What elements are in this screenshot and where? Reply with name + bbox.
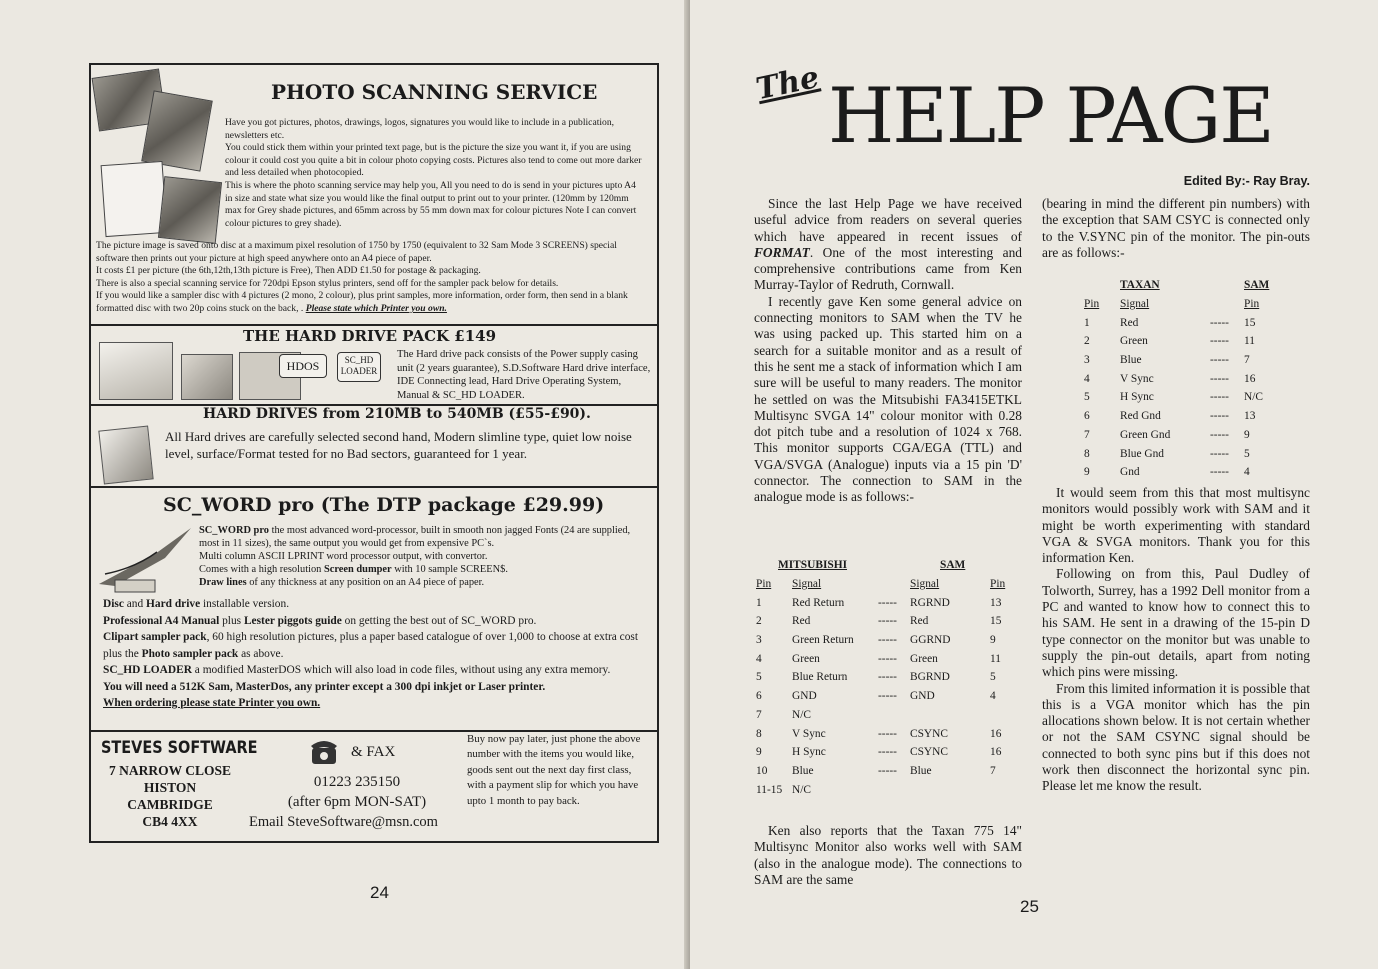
- mitsubishi-cell-sam-pin: [990, 706, 1022, 725]
- photo-para-1: Have you got pictures, photos, drawings, logos, signatures you would like to include in a publication, newsletters etc.: [225, 117, 615, 141]
- mitsubishi-cell-sam-pin: 7: [990, 764, 996, 777]
- mitsubishi-cell-dash: -----: [878, 652, 897, 665]
- taxan-cell-dash: -----: [1210, 316, 1229, 329]
- col1-para-1-end: . One of the most interesting and comprehensive contributions came from Ken Murray-Taylor of Redruth, Cornwall.: [754, 244, 1022, 293]
- taxan-cell-dash: -----: [1210, 354, 1229, 367]
- taxan-cell-signal: Blue: [1120, 354, 1142, 367]
- format-magazine-name: FORMAT: [754, 244, 810, 260]
- mitsubishi-cell-sam-signal: Blue: [910, 764, 932, 777]
- mitsubishi-cell-dash: -----: [878, 634, 897, 647]
- taxan-cell-pin: 8: [1084, 447, 1090, 460]
- table-row: [756, 631, 1022, 650]
- taxan-cell-signal: V Sync: [1120, 372, 1154, 385]
- right-page: [690, 0, 1378, 969]
- mitsubishi-cell-sam-pin: 16: [990, 727, 1002, 740]
- sc-word-line-3: Comes with a high resolution: [199, 564, 324, 575]
- col1-para-1: Since the last Help Page we have received useful advice from readers on several queries which have appeared in recent issues of: [754, 196, 1022, 244]
- mitsubishi-cell-pin: 10: [756, 764, 768, 777]
- sc-word-features: [103, 596, 649, 712]
- sam-signal-column-header: Signal: [910, 578, 940, 591]
- sc-word-line-5-mid: and: [123, 598, 147, 610]
- telephone-icon: [309, 736, 339, 766]
- taxan-cell-sam-pin: 15: [1244, 316, 1256, 329]
- mitsubishi-cell-sam-signal: CSYNC: [910, 727, 948, 740]
- phone-details: [247, 772, 467, 812]
- mitsubishi-cell-pin: 5: [756, 671, 762, 684]
- mitsubishi-cell-pin: 3: [756, 634, 762, 647]
- mitsubishi-cell-dash: [878, 780, 910, 799]
- quill-pen-icon: [95, 524, 195, 594]
- mitsubishi-cell-sam-pin: 15: [990, 615, 1002, 628]
- taxan-heading: TAXAN: [1120, 279, 1160, 292]
- mitsubishi-cell-signal: Green: [792, 652, 820, 665]
- col2-para-2: It would seem from this that most multisync monitors would possibly work with SAM and it might be worth experimenting with standard VGA & SVGA monitors. Thank you for this information Ken.: [1042, 485, 1310, 566]
- photo-scanning-intro: [225, 117, 645, 230]
- mitsubishi-cell-sam-signal: Red: [910, 615, 929, 628]
- photo-para-6: There is also a special scanning service for 720dpi Epson stylus printers, send off for the sampler pack below for details.: [96, 277, 559, 289]
- mitsubishi-cell-sam-signal: [910, 706, 990, 725]
- taxan-cell-pin: 7: [1084, 428, 1090, 441]
- mitsubishi-cell-dash: -----: [878, 746, 897, 759]
- mitsubishi-cell-sam-signal: CSYNC: [910, 746, 948, 759]
- mitsubishi-cell-sam-pin: 11: [990, 652, 1001, 665]
- table-row: [1084, 388, 1304, 407]
- taxan-cell-signal: Green: [1120, 335, 1148, 348]
- mitsubishi-cell-sam-signal: GGRND: [910, 634, 951, 647]
- hard-drive-pack-title: THE HARD DRIVE PACK £149: [243, 327, 497, 345]
- sc-word-intro: [199, 524, 651, 589]
- photo-scanning-title: PHOTO SCANNING SERVICE: [271, 80, 598, 104]
- disc-label: Disc: [103, 598, 124, 610]
- article-column-2-end: [1042, 485, 1310, 795]
- mitsubishi-cell-pin: 6: [756, 690, 762, 703]
- mitsubishi-cell-dash: [878, 706, 910, 725]
- schd-disc-label: SC_HD LOADER: [337, 352, 381, 382]
- sc-word-line-4: of any thickness at any position on an A4 piece of paper.: [246, 577, 485, 588]
- drive-casing-image: [99, 342, 173, 400]
- table-row: [756, 743, 1022, 762]
- scanned-photo-image: [158, 176, 222, 244]
- hard-drives-title: HARD DRIVES from 210MB to 540MB (£55-£90).: [203, 406, 591, 422]
- address-line-1: 7 NARROW CLOSE: [108, 763, 232, 778]
- mitsubishi-cell-signal: N/C: [792, 783, 811, 796]
- taxan-cell-sam-pin: 16: [1244, 372, 1256, 385]
- mitsubishi-cell-signal: Blue: [792, 764, 814, 777]
- mitsubishi-cell-signal: Red: [792, 615, 811, 628]
- requirements-text: You will need a 512K Sam, MasterDos, any printer except a 300 dpi inkjet or Laser printer.: [103, 680, 546, 693]
- taxan-cell-sam-pin: 13: [1244, 410, 1256, 423]
- mitsubishi-pin-table: [756, 556, 1022, 799]
- hard-drive-label: Hard drive: [146, 598, 201, 610]
- mitsubishi-cell-sam-pin: 9: [990, 634, 996, 647]
- mitsubishi-cell-signal: N/C: [792, 708, 811, 721]
- mitsubishi-cell-dash: -----: [878, 596, 897, 609]
- mitsubishi-cell-sam-pin: 16: [990, 746, 1002, 759]
- email-address: Email SteveSoftware@msn.com: [249, 814, 438, 830]
- table-row: [1084, 407, 1304, 426]
- taxan-cell-dash: -----: [1210, 447, 1229, 460]
- photo-para-7: If you would like a sampler disc with 4 pictures (2 mono, 2 colour), plus print samples, more information, order form, then send in a blank formatted disc with two 20p coins stuck on the back, .: [96, 290, 628, 314]
- mitsubishi-heading: MITSUBISHI: [778, 559, 848, 572]
- pin-column-header: Pin: [756, 578, 772, 591]
- col2-para-3: Following on from this, Paul Dudley of Tolworth, Surrey, has a 1992 Dell monitor from a PC and wanted to know how to connect this to his SAM. He sent in a drawing of the 15-pin D type connector on the monitor but was unable to supply the pin-out details, apart from noting which pins were missing.: [1042, 566, 1310, 680]
- company-name: STEVES SOFTWARE: [101, 738, 258, 758]
- mitsubishi-cell-pin: 7: [756, 708, 762, 721]
- taxan-cell-dash: -----: [1210, 466, 1229, 479]
- taxan-cell-dash: -----: [1210, 335, 1229, 348]
- table-row: [1084, 332, 1304, 351]
- photo-scanning-section: [91, 65, 657, 326]
- taxan-cell-sam-pin: 5: [1244, 447, 1250, 460]
- taxan-signal-column-header: Signal: [1120, 298, 1150, 311]
- mitsubishi-cell-sam-pin: 4: [990, 690, 996, 703]
- phone-number: 01223 235150: [313, 774, 401, 790]
- photo-para-7-emphasis: Please state which Printer you own.: [305, 302, 447, 314]
- hard-drive-image: [98, 426, 153, 485]
- table-row: [756, 762, 1022, 781]
- col1-para-3: Ken also reports that the Taxan 775 14" Multisync Monitor also works well with SAM (also in the analogue mode). The connections to SAM are the same: [754, 823, 1022, 887]
- article-column-1-end: [754, 823, 1022, 888]
- mitsubishi-cell-sam-pin: 13: [990, 596, 1002, 609]
- signal-column-header: Signal: [792, 578, 822, 591]
- table-row: [1084, 313, 1304, 332]
- taxan-cell-dash: -----: [1210, 410, 1229, 423]
- taxan-cell-pin: 3: [1084, 354, 1090, 367]
- hard-drives-section: [91, 404, 657, 488]
- table-row: [756, 780, 1022, 799]
- manual-label: Professional A4 Manual: [103, 614, 220, 627]
- sc-word-line-5: installable version.: [200, 598, 290, 610]
- sc-word-line-7-end: as above.: [238, 647, 284, 660]
- taxan-cell-pin: 2: [1084, 335, 1090, 348]
- sc-word-line-6-mid: plus: [219, 614, 244, 627]
- advert-box: [89, 63, 659, 843]
- taxan-sam-pin-column-header: Pin: [1244, 298, 1260, 311]
- taxan-cell-pin: 4: [1084, 372, 1090, 385]
- interface-board-image: [181, 354, 233, 400]
- ordering-note: When ordering please state Printer you own.: [103, 697, 321, 709]
- hard-drive-pack-text: The Hard drive pack consists of the Power supply casing unit (2 years guarantee), S.D.Software Hard drive interface, IDE Connecting lead, Hard Drive Operating System, Manual & SC_HD LOADER.: [397, 349, 651, 401]
- photo-sampler-label: Photo sampler pack: [141, 647, 239, 660]
- taxan-cell-signal: Gnd: [1120, 466, 1140, 479]
- sc-word-title: SC_WORD pro (The DTP package £29.99): [163, 494, 605, 516]
- fax-label: & FAX: [351, 744, 396, 760]
- mitsubishi-cell-sam-signal: BGRND: [910, 671, 950, 684]
- mitsubishi-cell-sam-signal: [910, 780, 990, 799]
- piggots-guide-label: Lester piggots guide: [243, 614, 342, 627]
- table-row: [756, 724, 1022, 743]
- sc-word-line-6: on getting the best out of SC_WORD pro.: [341, 614, 537, 627]
- photo-scanning-details: [96, 240, 652, 316]
- col1-para-2: I recently gave Ken some general advice on connecting monitors to SAM when the TV he was using packed up. This started him on a search for a suitable monitor and as a result of this he sent me a stack of information which I am sure will be useful to many readers. The monitor he settled on was the Mitsubishi FA3415ETKL Multisync SVGA 14" colour monitor with 0.28 dot pitch tube and a resolution of 1024 x 768. This monitor supports CGA/EGA (TTL) and VGA/SVGA (Analogue) inputs via a 15 pin 'D' connector. The connection to SAM in the analogue mode is as follows:-: [754, 293, 1022, 505]
- sc-hd-loader-label: SC_HD LOADER: [103, 664, 192, 676]
- table-row: [756, 706, 1022, 725]
- page-number-24: 24: [370, 883, 389, 902]
- taxan-cell-sam-pin: 4: [1244, 466, 1250, 479]
- taxan-cell-signal: Red Gnd: [1120, 410, 1161, 423]
- taxan-cell-dash: -----: [1210, 391, 1229, 404]
- table-row: [1084, 463, 1304, 482]
- mitsubishi-cell-pin: 8: [756, 727, 762, 740]
- mitsubishi-cell-dash: -----: [878, 615, 897, 628]
- page-title: HELP PAGE: [828, 71, 1273, 160]
- sc-word-line-3-end: with 10 sample SCREEN$.: [391, 564, 508, 575]
- mitsubishi-cell-dash: -----: [878, 727, 897, 740]
- mitsubishi-cell-signal: GND: [792, 690, 817, 703]
- company-address: [95, 762, 245, 830]
- taxan-cell-pin: 1: [1084, 316, 1090, 329]
- address-line-2: HISTON: [143, 780, 197, 795]
- sc-word-line-8: a modified MasterDOS which will also load in code files, without using any extra memory.: [191, 664, 611, 676]
- taxan-cell-sam-pin: 11: [1244, 335, 1255, 348]
- contact-section: [91, 730, 657, 841]
- taxan-pin-table: [1084, 276, 1304, 482]
- col2-para-1: (bearing in mind the different pin numbers) with the exception that SAM CSYC is connected only to the V.SYNC pin of the monitor. The pin-outs are as follows:-: [1042, 196, 1310, 260]
- mitsubishi-cell-dash: -----: [878, 690, 897, 703]
- taxan-cell-dash: -----: [1210, 428, 1229, 441]
- mitsubishi-cell-signal: Blue Return: [792, 671, 848, 684]
- mitsubishi-cell-signal: H Sync: [792, 746, 826, 759]
- page-number-25: 25: [1020, 897, 1039, 916]
- table-row: [756, 687, 1022, 706]
- mitsubishi-cell-sam-signal: Green: [910, 652, 938, 665]
- table-row: [1084, 351, 1304, 370]
- taxan-cell-pin: 5: [1084, 391, 1090, 404]
- address-line-3: CAMBRIDGE: [127, 797, 213, 812]
- table-row: [1084, 369, 1304, 388]
- taxan-sam-heading: SAM: [1244, 279, 1270, 292]
- scanned-photo-image: [101, 161, 168, 237]
- clipart-label: Clipart sampler pack: [103, 631, 207, 643]
- table-row: [1084, 426, 1304, 445]
- sam-heading: SAM: [940, 559, 966, 572]
- sc-word-line-2: Multi column ASCII LPRINT word processor output, with convertor.: [199, 551, 488, 562]
- mitsubishi-cell-sam-signal: RGRND: [910, 596, 950, 609]
- title-the: The: [753, 59, 823, 108]
- mitsubishi-cell-signal: Green Return: [792, 634, 854, 647]
- sc-word-name: SC_WORD pro: [199, 525, 269, 536]
- col2-para-4: From this limited information it is possible that this is a VGA monitor which has the pin allocations shown below. It is not certain whether or not the SAM CSYNC signal should be connected to both sync pins but if this does not work then disconnect the horizontal sync pin. Please let me know the result.: [1042, 680, 1310, 794]
- sam-pin-column-header: Pin: [990, 578, 1006, 591]
- taxan-cell-signal: Green Gnd: [1120, 428, 1171, 441]
- mitsubishi-cell-pin: 9: [756, 746, 762, 759]
- table-row: [1084, 444, 1304, 463]
- sc-word-section: [91, 486, 657, 732]
- taxan-cell-signal: H Sync: [1120, 391, 1154, 404]
- mitsubishi-cell-pin: 2: [756, 615, 762, 628]
- taxan-cell-dash: -----: [1210, 372, 1229, 385]
- article-column-1: [754, 196, 1022, 506]
- mitsubishi-cell-pin: 4: [756, 652, 762, 665]
- table-row: [756, 593, 1022, 612]
- hard-drive-pack-section: [91, 324, 657, 406]
- screen-dumper-label: Screen dumper: [323, 564, 392, 575]
- taxan-cell-signal: Blue Gnd: [1120, 447, 1164, 460]
- sc-word-line-7: , 60 high resolution pictures, plus a paper based catalogue of over 1,000 to choose at extra cost plus the: [103, 631, 639, 660]
- editor-credit: Edited By:- Ray Bray.: [1183, 174, 1310, 188]
- mitsubishi-cell-signal: Red Return: [792, 596, 845, 609]
- table-row: [756, 649, 1022, 668]
- photo-para-2: You could stick them within your printed text page, but is the picture the size you want it, if you are using colour it could cost you quite a bit in colour photo copying costs. Pictures also tend to come out more darker and less detailed when photocopied.: [225, 142, 642, 179]
- photo-para-4: The picture image is saved onto disc at a maximum pixel resolution of 1750 by 1750 (equivalent to 32 Sam Mode 3 SCREENS) special software then prints out your picture at high speed anywhere onto an A4 piece of paper.: [96, 240, 617, 264]
- table-row: [756, 612, 1022, 631]
- sc-word-line-1: the most advanced word-processor, built in smooth non jagged Fonts (24 are supplied, most in 11 sizes), the same output you would get from expensive PC`s.: [199, 525, 631, 549]
- mitsubishi-cell-sam-pin: [990, 780, 1022, 799]
- hdos-disc-label: HDOS: [279, 354, 327, 378]
- taxan-cell-sam-pin: N/C: [1244, 391, 1263, 404]
- payment-note: Buy now pay later, just phone the above number with the items you would like, goods sent out the next day first class, with a payment slip for which you have upto 1 month to pay back.: [467, 733, 641, 807]
- address-line-4: CB4 4XX: [142, 814, 198, 829]
- taxan-cell-pin: 6: [1084, 410, 1090, 423]
- taxan-cell-signal: Red: [1120, 316, 1139, 329]
- mitsubishi-cell-dash: -----: [878, 764, 897, 777]
- taxan-pin-column-header: Pin: [1084, 298, 1100, 311]
- mitsubishi-cell-sam-pin: 5: [990, 671, 996, 684]
- mitsubishi-cell-pin: 1: [756, 596, 762, 609]
- table-row: [756, 668, 1022, 687]
- taxan-cell-pin: 9: [1084, 466, 1090, 479]
- photo-para-3: This is where the photo scanning service may help you, All you need to do is send in your pictures upto A4 in size and state what size you would like the final output to print out to your printer. (120mm by 120mm max for Grey shade pictures, and 65mm across by 55 mm down max for colour pictures Note I can convert colour pictures to grey shade).: [225, 179, 637, 229]
- scanned-photo-image: [141, 90, 213, 171]
- hard-drives-text: All Hard drives are carefully selected second hand, Modern slimline type, quiet low noise level, surface/Format tested for no Bad sectors, guaranteed for 1 year.: [165, 429, 632, 461]
- mitsubishi-cell-dash: -----: [878, 671, 897, 684]
- taxan-cell-sam-pin: 7: [1244, 354, 1250, 367]
- mitsubishi-cell-pin: 11-15: [756, 783, 783, 796]
- mitsubishi-cell-sam-signal: GND: [910, 690, 935, 703]
- article-column-2: [1042, 196, 1310, 261]
- phone-hours: (after 6pm MON-SAT): [287, 794, 427, 810]
- photo-para-5: It costs £1 per picture (the 6th,12th,13th picture is Free), Then ADD £1.50 for postage & packaging.: [96, 265, 481, 277]
- taxan-cell-sam-pin: 9: [1244, 428, 1250, 441]
- draw-lines-label: Draw lines: [199, 577, 247, 588]
- mitsubishi-cell-signal: V Sync: [792, 727, 826, 740]
